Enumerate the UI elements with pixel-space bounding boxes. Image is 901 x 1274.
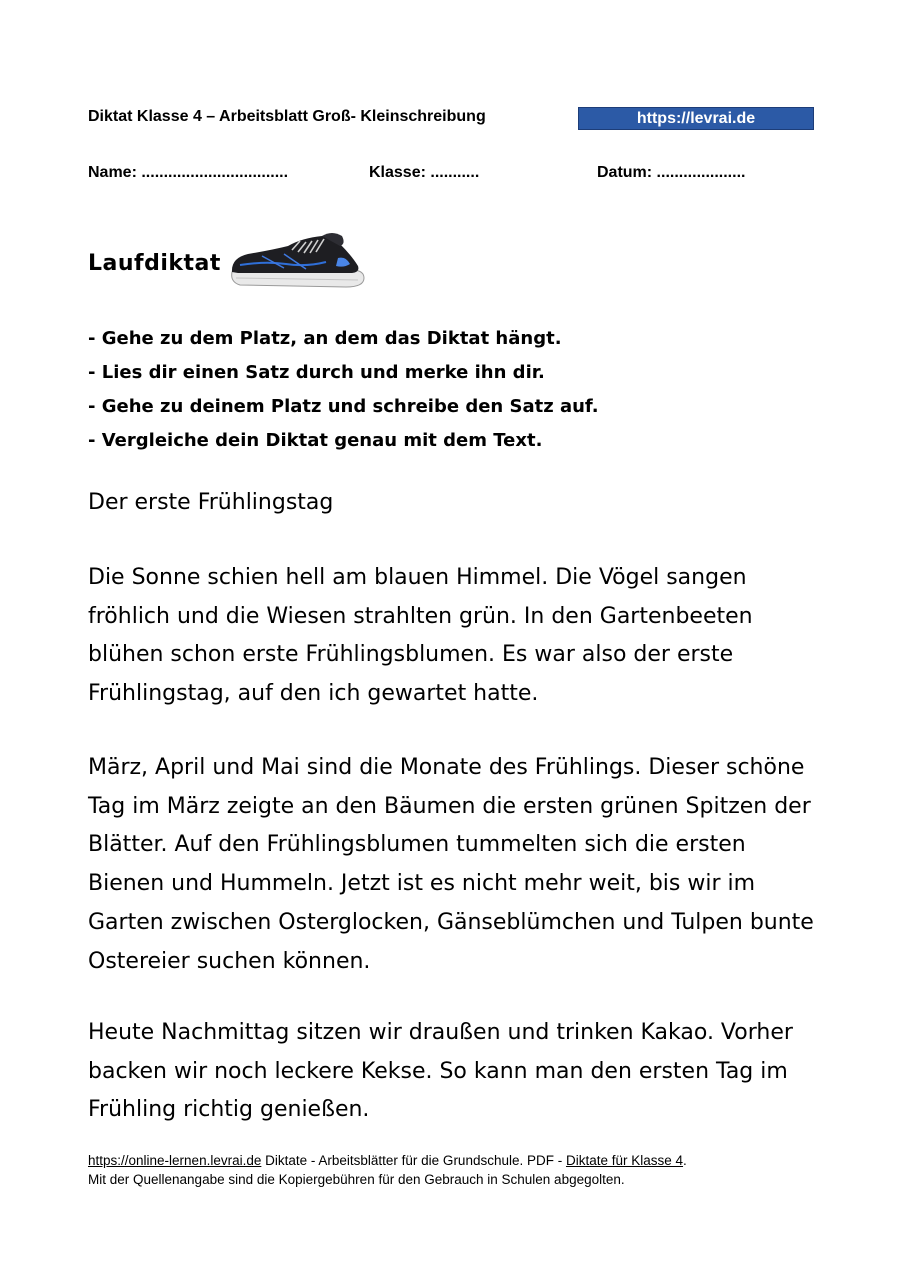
story-paragraph: März, April und Mai sind die Monate des Frühlings. Dieser schöne Tag im März zeigte an den Bäumen die ersten grünen Spitzen der Blätter. Auf den Frühlingsblumen tummelten sich die ersten Bienen und Hummeln. Jetzt ist es nicht mehr weit, bis wir im Garten zwischen Osterglocken, Gänseblümchen und Tulpen bunte Ostereier suchen können.: [88, 755, 814, 974]
footer-link-diktate[interactable]: Diktate für Klasse 4: [565, 1153, 684, 1168]
date-field: Datum: ....................: [597, 164, 746, 181]
story-paragraph: Die Sonne schien hell am blauen Himmel. Die Vögel sangen fröhlich und die Wiesen strahlten grün. In den Gartenbeeten blühen schon erste Frühlingsblumen. Es war also der erste Frühlingstag, auf den ich gewartet hatte.: [88, 565, 753, 707]
name-field: Name: .................................: [88, 164, 289, 181]
site-badge[interactable]: https://levrai.de: [578, 107, 814, 130]
instruction-item: - Lies dir einen Satz durch und merke ihn dir.: [88, 362, 545, 383]
section-title: Laufdiktat: [88, 251, 221, 276]
footer-line-1: [88, 1151, 687, 1170]
instruction-item: - Vergleiche dein Diktat genau mit dem Text.: [88, 430, 543, 451]
footer: [88, 1151, 687, 1189]
footer-text-end: .: [683, 1153, 687, 1168]
instruction-item: - Gehe zu deinem Platz und schreibe den Satz auf.: [88, 396, 599, 417]
sneaker-icon: [226, 228, 366, 294]
instruction-item: - Gehe zu dem Platz, an dem das Diktat hängt.: [88, 328, 562, 349]
footer-link-online-lernen[interactable]: https://online-lernen.levrai.de: [88, 1153, 262, 1168]
footer-line-2: Mit der Quellenangabe sind die Kopiergebühren für den Gebrauch in Schulen abgegolten.: [88, 1172, 625, 1187]
story-title: Der erste Frühlingstag: [88, 490, 334, 515]
footer-text: Diktate - Arbeitsblätter für die Grundschule. PDF -: [261, 1153, 566, 1168]
class-field: Klasse: ...........: [369, 164, 480, 181]
story-paragraph: Heute Nachmittag sitzen wir draußen und trinken Kakao. Vorher backen wir noch leckere Kekse. So kann man den ersten Tag im Frühling richtig genießen.: [88, 1020, 793, 1123]
instruction-list: [88, 322, 599, 458]
worksheet-title: Diktat Klasse 4 – Arbeitsblatt Groß- Kleinschreibung: [88, 108, 486, 125]
